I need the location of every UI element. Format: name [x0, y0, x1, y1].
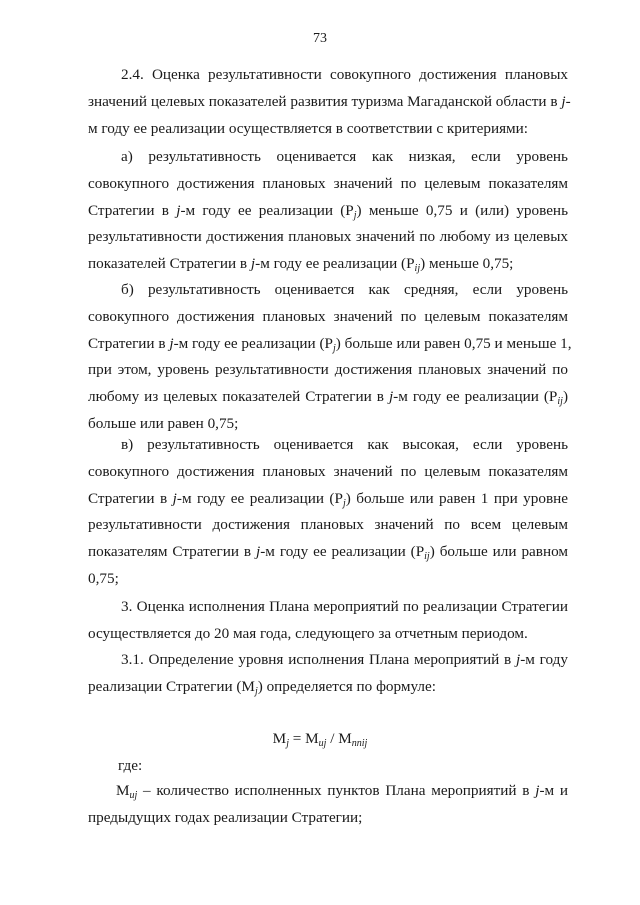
text-line: осуществляется до 20 мая года, следующего за отчетным периодом.: [88, 624, 528, 642]
text-line: показателям Стратегии в j-м году ее реализации $(P_{ij})$ больше или равном: [88, 543, 568, 563]
text-line: м году ее реализации осуществляется в соответствии с критериями:: [88, 119, 529, 137]
text-line: в) результативность оценивается как высокая, если уровень: [121, 436, 568, 453]
text-line: совокупного достижения плановых значений по целевым показателям: [88, 462, 568, 480]
criterion-high: [88, 432, 568, 593]
paragraph-3-1: [88, 647, 568, 701]
text-line: $M_{иj}$ – количество исполненных пунктов Плана мероприятий в j-м и: [116, 782, 569, 801]
text-line: 2.4. Оценка результативности совокупного достижения плановых: [121, 66, 568, 83]
criterion-low: [88, 144, 568, 278]
text-line: больше или равен 0,75;: [88, 414, 239, 432]
text-line: Стратегии в j-м году ее реализации $(P_j)$ больше или равен 1 при уровне: [88, 489, 568, 509]
text-line: совокупного достижения плановых значений по целевым показателям: [88, 307, 568, 325]
text-line: результативности достижения плановых значений по всем целевым: [88, 516, 568, 534]
text-line: показателей Стратегии в j-м году ее реализации $(P_{ij})$ меньше 0,75;: [88, 255, 514, 275]
text-line: результативности достижения плановых значений по любому из целевых: [88, 228, 568, 246]
text-line: Стратегии в j-м году ее реализации $(P_j)$ меньше 0,75 и (или) уровень: [88, 201, 568, 221]
page-number: 73: [313, 31, 327, 46]
text-line: при этом, уровень результативности достижения плановых значений по: [88, 361, 568, 379]
text-line: 3.1. Определение уровня исполнения Плана мероприятий в j-м году: [121, 651, 568, 668]
text-line: 3. Оценка исполнения Плана мероприятий по реализации Стратегии: [121, 598, 568, 615]
text-line: а) результативность оценивается как низкая, если уровень: [121, 148, 568, 165]
definition-paragraph: [88, 778, 568, 832]
criterion-medium: [88, 277, 572, 438]
text-line: Стратегии в j-м году ее реализации $(P_j)$ больше или равен 0,75 и меньше 1,: [88, 334, 572, 354]
where-label: где:: [118, 757, 143, 774]
paragraph-2-4: [88, 62, 571, 142]
text-line: предыдущих годах реализации Стратегии;: [88, 808, 363, 826]
formula: $M_j = M_{иj} / M_{ппij}$: [272, 730, 368, 749]
text-line: любому из целевых показателей Стратегии в j-м году ее реализации $(P_{ij})$: [88, 388, 568, 408]
text-line: 0,75;: [88, 569, 119, 587]
text-line: совокупного достижения плановых значений по целевым показателям: [88, 174, 568, 192]
text-line: реализации Стратегии $(M_j)$ определяется по формуле:: [88, 677, 436, 697]
text-line: значений целевых показателей развития туризма Магаданской области в j-: [88, 92, 571, 110]
text-line: б) результативность оценивается как средняя, если уровень: [121, 281, 568, 298]
paragraph-3: [88, 594, 568, 648]
